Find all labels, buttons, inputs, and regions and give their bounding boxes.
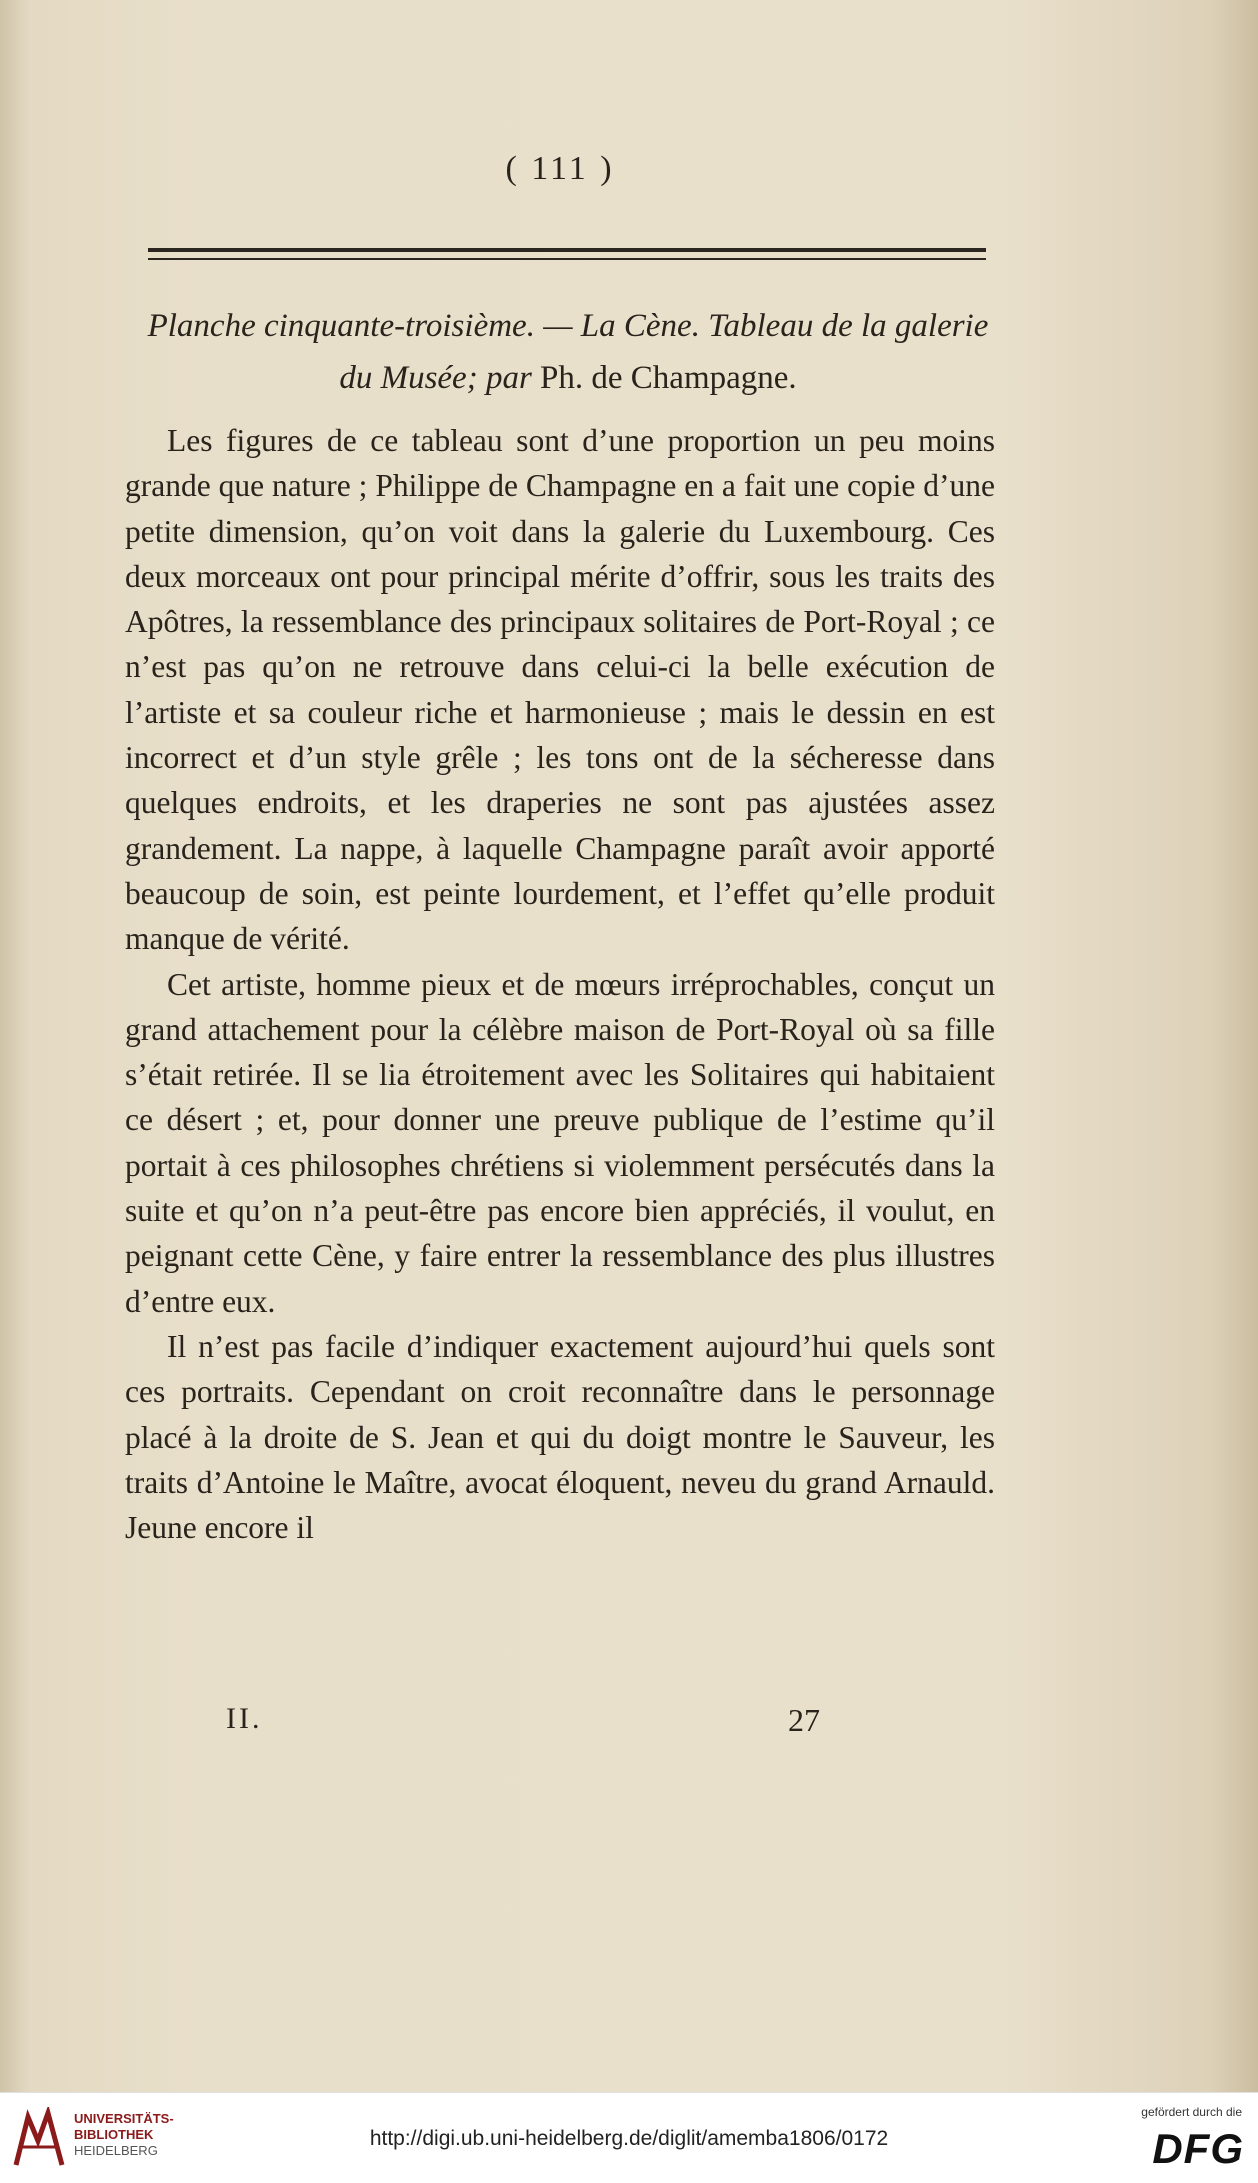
paragraph-3: Il n’est pas facile d’indiquer exactement aujourd’hui quels sont ces portraits. Cependant on croit reconnaître dans le personnage placé à la droite de S. Jean et qui du doigt montre le Sauveur, les traits d’Antoine le Maître, avocat éloquent, neveu du grand Arnauld. Jeune encore il	[125, 1328, 995, 1546]
paragraph-2: Cet artiste, homme pieux et de mœurs irréprochables, conçut un grand attachement pour la célèbre maison de Port-Royal où sa fille s’était retirée. Il se lia étroitement avec les Solitaires qui habitaient ce désert ; et, pour donner une preuve publique de l’estime qu’il portait à ces philosophes chrétiens si violemment persécutés dans la suite et qu’on n’a peut-être pas encore bien appréciés, il voulut, en peignant cette Cène, y faire entrer la ressemblance des plus illustres d’entre eux.	[125, 966, 995, 1319]
signature-mark: II.	[226, 1702, 263, 1735]
body-text	[125, 418, 995, 1550]
dfg-logo: DFG	[1152, 2125, 1244, 2172]
viewer-footer	[0, 2092, 1258, 2183]
paragraph-1: Les figures de ce tableau sont d’une proportion un peu moins grande que nature ; Philippe de Champagne en a fait une copie d’une petite dimension, qu’on voit dans la galerie du Luxembourg. Ces deux morceaux ont pour principal mérite d’offrir, sous les traits des Apôtres, la ressemblance des principaux solitaires de Port-Royal ; ce n’est pas qu’on ne retrouve dans celui-ci la belle exécution de l’artiste et sa couleur riche et harmonieuse ; mais le dessin en est incorrect et d’un style grêle ; les tons ont de la sécheresse dans quelques endroits, et les draperies ne sont pas ajustées assez grandement. La nappe, à laquelle Champagne paraît avoir apporté beaucoup de soin, est peinte lourdement, et l’effet qu’elle produit manque de vérité.	[125, 423, 995, 957]
header-rule-thick	[148, 248, 986, 252]
signature-number: 27	[788, 1702, 820, 1738]
plate-heading	[128, 300, 1008, 404]
heading-italic: Planche cinquante-troisième. — La Cène. Tableau de la galerie du Musée; par	[147, 308, 989, 396]
page-number: ( 111 )	[505, 150, 615, 187]
funding-caption: gefördert durch die	[1141, 2105, 1242, 2119]
heading-roman: Ph. de Champagne.	[531, 360, 797, 396]
permalink-url[interactable]: http://digi.ub.uni-heidelberg.de/diglit/amemba1806/0172	[369, 2127, 889, 2150]
header-rule-thin	[148, 258, 986, 260]
library-name: UNIVERSITÄTS- BIBLIOTHEK HEIDELBERG	[74, 2111, 174, 2158]
